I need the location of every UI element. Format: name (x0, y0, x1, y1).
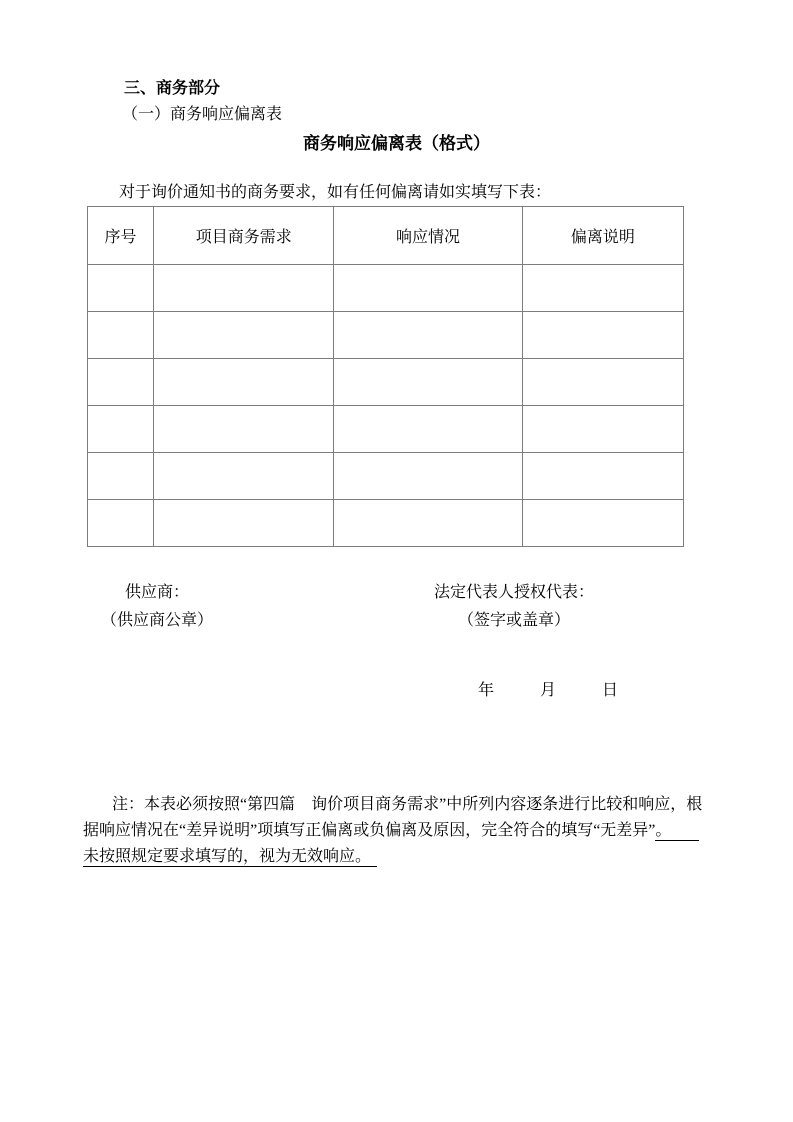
sub-heading: （一）商务响应偏离表 (122, 106, 283, 123)
table-cell (522, 265, 683, 312)
table-header-cell: 序号 (88, 207, 154, 265)
table-cell (334, 500, 522, 547)
deviation-table-body (88, 265, 684, 547)
table-header-row (88, 207, 684, 265)
table-cell (88, 406, 154, 453)
supplier-signature-block (83, 579, 231, 635)
table-cell (334, 312, 522, 359)
supplier-seal-label: （供应商公章） (100, 612, 213, 629)
table-header (88, 207, 684, 265)
table-header-cell: 偏离说明 (522, 207, 683, 265)
deviation-table-container (87, 206, 684, 547)
table-cell (154, 359, 334, 406)
table-cell (88, 500, 154, 547)
note-line-3-underlined: 未按照规定要求填写的，视为无效响应。 (83, 848, 377, 867)
table-cell (88, 312, 154, 359)
note-line-2-text: 据响应情况在“差异说明”项填写正偏离或负偏离及原因，完全符合的填写“无差异” (83, 822, 656, 839)
table-row (88, 265, 684, 312)
date-month-label: 月 (540, 682, 557, 699)
table-cell (154, 406, 334, 453)
table-cell (522, 359, 683, 406)
table-cell (334, 406, 522, 453)
table-cell (154, 500, 334, 547)
page-title: 商务响应偏离表（格式） (303, 134, 490, 153)
table-cell (154, 265, 334, 312)
table-cell (334, 265, 522, 312)
date-year-label: 年 (478, 682, 495, 699)
note-line-3 (83, 844, 702, 870)
date-line (478, 680, 618, 702)
date-day-label: 日 (602, 682, 619, 699)
table-cell (154, 453, 334, 500)
table-header-cell: 项目商务需求 (154, 207, 334, 265)
supplier-label: 供应商： (124, 584, 189, 601)
table-cell (88, 359, 154, 406)
note-paragraph (83, 792, 702, 870)
table-cell (334, 453, 522, 500)
section-heading: 三、商务部分 (124, 80, 221, 97)
table-cell (154, 312, 334, 359)
note-line-1: 注：本表必须按照“第四篇 询价项目商务需求”中所列内容逐条进行比较和响应，根 (112, 796, 703, 813)
table-cell (522, 312, 683, 359)
table-cell (522, 500, 683, 547)
table-cell (522, 453, 683, 500)
note-line-2 (83, 818, 702, 844)
table-cell (522, 406, 683, 453)
representative-label: 法定代表人授权代表： (433, 584, 594, 601)
table-row (88, 500, 684, 547)
representative-signature-block (432, 579, 596, 635)
deviation-table (87, 206, 684, 547)
note-line-2-underlined: 。 (655, 822, 699, 841)
intro-paragraph: 对于询价通知书的商务要求，如有任何偏离请如实填写下表： (119, 184, 552, 201)
table-row (88, 359, 684, 406)
table-row (88, 312, 684, 359)
table-row (88, 453, 684, 500)
table-cell (88, 453, 154, 500)
sign-or-seal-label: （签字或盖章） (457, 612, 570, 629)
table-header-cell: 响应情况 (334, 207, 522, 265)
table-row (88, 406, 684, 453)
table-cell (88, 265, 154, 312)
table-cell (334, 359, 522, 406)
